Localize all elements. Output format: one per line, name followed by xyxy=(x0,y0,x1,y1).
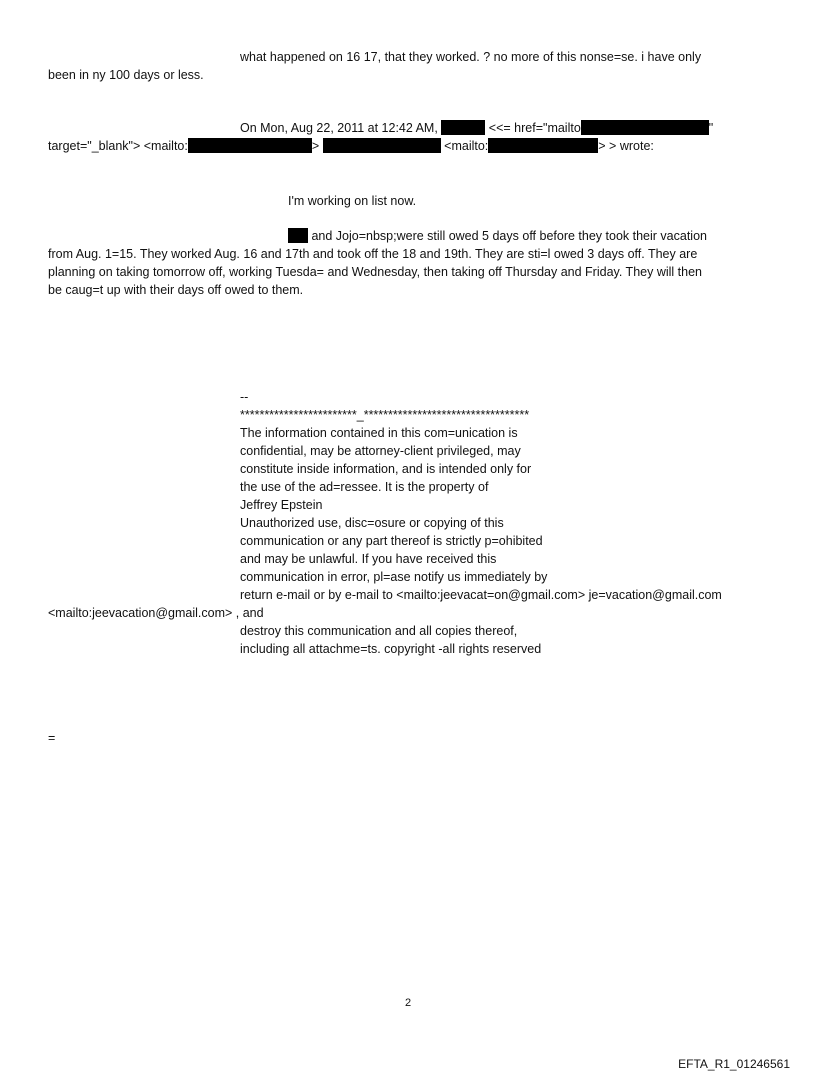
signature-wrap-line: <mailto:jeevacation@gmail.com> , and xyxy=(48,606,264,620)
redaction-mailto-2 xyxy=(488,138,598,153)
signature-line: Unauthorized use, disc=osure or copying of this xyxy=(240,516,504,530)
reply-line-1: what happened on 16 17, that they worked. ? no more of this nonse=se. i have only xyxy=(240,50,702,64)
message-intro: I'm working on list now. xyxy=(288,194,417,208)
quote-quote: " xyxy=(708,121,714,135)
message-line-4: be caug=t up with their days off owed to them. xyxy=(48,283,304,297)
quote-href: <<= href="mailto xyxy=(488,121,581,135)
signature-dashes: -- xyxy=(240,390,249,404)
quote-gt: > xyxy=(311,139,320,153)
redaction-mailto-1 xyxy=(188,138,312,153)
signature-closing-line: destroy this communication and all copies thereof, xyxy=(240,624,518,638)
redaction-sender-name xyxy=(441,120,485,135)
bates-number: EFTA_R1_01246561 xyxy=(678,1057,790,1071)
message-line-1-text: and Jojo=nbsp;were still owed 5 days off before they took their vacation xyxy=(308,229,707,243)
redaction-recipient-name xyxy=(323,138,441,153)
redaction-sender-email xyxy=(581,120,709,135)
message-line-3: planning on taking tomorrow off, working Tuesda= and Wednesday, then taking off Thursday and Friday. They will then xyxy=(48,265,702,279)
signature-line: constitute inside information, and is intended only for xyxy=(240,462,532,476)
reply-line-2: been in ny 100 days or less. xyxy=(48,68,204,82)
signature-line: The information contained in this com=unication is xyxy=(240,426,518,440)
signature-line: the use of the ad=ressee. It is the property of xyxy=(240,480,489,494)
message-line-1 xyxy=(288,227,707,245)
signature-line: communication in error, pl=ase notify us immediately by xyxy=(240,570,548,584)
signature-line: return e-mail or by e-mail to <mailto:jeevacat=on@gmail.com> je=vacation@gmail.com xyxy=(240,588,722,602)
quote-header-line-2 xyxy=(48,137,654,155)
page-number: 2 xyxy=(404,997,412,1009)
signature-line: Jeffrey Epstein xyxy=(240,498,323,512)
trailing-equals: = xyxy=(48,731,56,745)
confidentiality-signature xyxy=(240,388,722,604)
signature-stars: ************************_********************************** xyxy=(240,408,530,422)
quote-wrote: > > wrote: xyxy=(598,139,654,153)
signature-line: confidential, may be attorney-client privileged, may xyxy=(240,444,521,458)
quote-target: target="_blank"> <mailto: xyxy=(48,139,188,153)
quote-header-line-1 xyxy=(240,119,713,137)
quote-date: On Mon, Aug 22, 2011 at 12:42 AM, xyxy=(240,121,438,135)
redaction-name xyxy=(288,228,308,243)
signature-line: communication or any part thereof is strictly p=ohibited xyxy=(240,534,543,548)
message-line-2: from Aug. 1=15. They worked Aug. 16 and 17th and took off the 18 and 19th. They are sti=l owed 3 days off. They are xyxy=(48,247,698,261)
quote-mailto-2: <mailto: xyxy=(444,139,489,153)
signature-closing-line: including all attachme=ts. copyright -all rights reserved xyxy=(240,642,542,656)
signature-line: and may be unlawful. If you have received this xyxy=(240,552,497,566)
